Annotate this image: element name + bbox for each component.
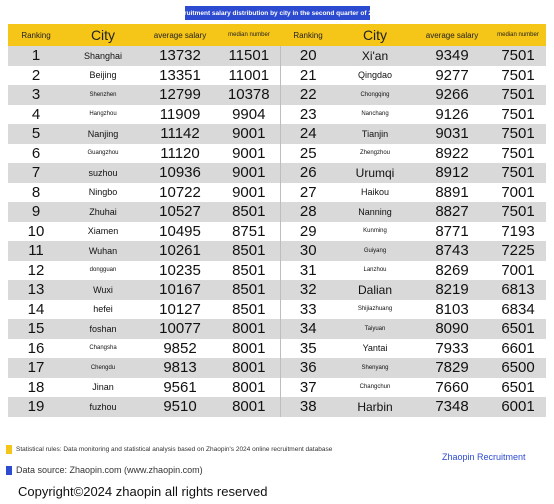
rank-cell: 10	[8, 222, 64, 242]
average-salary-cell: 10077	[142, 319, 218, 339]
rank-cell: 7	[8, 163, 64, 183]
average-salary-cell: 7348	[414, 397, 490, 417]
header-median-number: median number	[490, 24, 546, 46]
median-number-cell: 9904	[218, 105, 280, 125]
city-cell: Shenyang	[336, 358, 414, 378]
average-salary-cell: 10527	[142, 202, 218, 222]
table-row	[8, 124, 546, 144]
median-number-cell: 7501	[490, 124, 546, 144]
table-row	[8, 241, 546, 261]
rank-cell: 12	[8, 261, 64, 281]
rank-cell: 21	[280, 66, 336, 86]
average-salary-cell: 10235	[142, 261, 218, 281]
average-salary-cell: 9852	[142, 339, 218, 359]
average-salary-cell: 7829	[414, 358, 490, 378]
rank-cell: 20	[280, 46, 336, 66]
median-number-cell: 7501	[490, 144, 546, 164]
median-number-cell: 8501	[218, 261, 280, 281]
city-cell: Hangzhou	[64, 105, 142, 125]
city-cell: Haikou	[336, 183, 414, 203]
city-cell: suzhou	[64, 163, 142, 183]
rank-cell: 4	[8, 105, 64, 125]
median-number-cell: 7225	[490, 241, 546, 261]
average-salary-cell: 11142	[142, 124, 218, 144]
rank-cell: 24	[280, 124, 336, 144]
header-ranking: Ranking	[280, 24, 336, 46]
average-salary-cell: 9813	[142, 358, 218, 378]
city-cell: Lanzhou	[336, 261, 414, 281]
median-number-cell: 7501	[490, 46, 546, 66]
median-number-cell: 8001	[218, 358, 280, 378]
average-salary-cell: 10167	[142, 280, 218, 300]
table-row	[8, 319, 546, 339]
city-cell: Changchun	[336, 378, 414, 398]
average-salary-cell: 8891	[414, 183, 490, 203]
rank-cell: 23	[280, 105, 336, 125]
median-number-cell: 8001	[218, 319, 280, 339]
average-salary-cell: 9349	[414, 46, 490, 66]
median-number-cell: 9001	[218, 144, 280, 164]
average-salary-cell: 10261	[142, 241, 218, 261]
city-cell: fuzhou	[64, 397, 142, 417]
header-average-salary: average salary	[142, 24, 218, 46]
average-salary-cell: 8912	[414, 163, 490, 183]
median-number-cell: 7501	[490, 105, 546, 125]
table-row	[8, 144, 546, 164]
city-cell: Zhuhai	[64, 202, 142, 222]
city-cell: Taiyuan	[336, 319, 414, 339]
table-row	[8, 339, 546, 359]
city-cell: Guangzhou	[64, 144, 142, 164]
average-salary-cell: 12799	[142, 85, 218, 105]
median-number-cell: 7501	[490, 202, 546, 222]
average-salary-cell: 8743	[414, 241, 490, 261]
median-number-cell: 6500	[490, 358, 546, 378]
rank-cell: 32	[280, 280, 336, 300]
median-number-cell: 7501	[490, 66, 546, 86]
city-cell: Ningbo	[64, 183, 142, 203]
average-salary-cell: 9266	[414, 85, 490, 105]
rank-cell: 6	[8, 144, 64, 164]
table-row	[8, 105, 546, 125]
average-salary-cell: 11120	[142, 144, 218, 164]
average-salary-cell: 9561	[142, 378, 218, 398]
median-number-cell: 7501	[490, 163, 546, 183]
median-number-cell: 8501	[218, 280, 280, 300]
average-salary-cell: 11909	[142, 105, 218, 125]
city-cell: Tianjin	[336, 124, 414, 144]
yellow-marker-icon	[6, 445, 12, 454]
median-number-cell: 7193	[490, 222, 546, 242]
city-cell: Harbin	[336, 397, 414, 417]
city-cell: Nanchang	[336, 105, 414, 125]
city-cell: Wuxi	[64, 280, 142, 300]
average-salary-cell: 8922	[414, 144, 490, 164]
city-cell: Dalian	[336, 280, 414, 300]
rank-cell: 13	[8, 280, 64, 300]
city-cell: Jinan	[64, 378, 142, 398]
average-salary-cell: 9031	[414, 124, 490, 144]
median-number-cell: 7001	[490, 183, 546, 203]
source-text: Data source: Zhaopin.com (www.zhaopin.com)	[16, 465, 203, 475]
table-row	[8, 222, 546, 242]
median-number-cell: 8001	[218, 397, 280, 417]
average-salary-cell: 8219	[414, 280, 490, 300]
city-cell: Xiamen	[64, 222, 142, 242]
rank-cell: 26	[280, 163, 336, 183]
median-number-cell: 6601	[490, 339, 546, 359]
rank-cell: 38	[280, 397, 336, 417]
median-number-cell: 11001	[218, 66, 280, 86]
table-row	[8, 300, 546, 320]
data-source-note	[6, 465, 203, 475]
table-row	[8, 397, 546, 417]
city-cell: Urumqi	[336, 163, 414, 183]
median-number-cell: 9001	[218, 124, 280, 144]
rank-cell: 36	[280, 358, 336, 378]
city-cell: Kunming	[336, 222, 414, 242]
average-salary-cell: 7660	[414, 378, 490, 398]
median-number-cell: 8001	[218, 339, 280, 359]
footnote-text: Statistical rules: Data monitoring and statistical analysis based on Zhaopin's 2024 online recruitment database	[16, 446, 333, 453]
median-number-cell: 8501	[218, 241, 280, 261]
median-number-cell: 8501	[218, 300, 280, 320]
average-salary-cell: 8090	[414, 319, 490, 339]
table-row	[8, 85, 546, 105]
average-salary-cell: 9126	[414, 105, 490, 125]
city-cell: Shenzhen	[64, 85, 142, 105]
rank-cell: 25	[280, 144, 336, 164]
rank-cell: 15	[8, 319, 64, 339]
rank-cell: 9	[8, 202, 64, 222]
table-row	[8, 66, 546, 86]
average-salary-cell: 8771	[414, 222, 490, 242]
rank-cell: 27	[280, 183, 336, 203]
median-number-cell: 7501	[490, 85, 546, 105]
average-salary-cell: 9510	[142, 397, 218, 417]
median-number-cell: 6813	[490, 280, 546, 300]
city-cell: Yantai	[336, 339, 414, 359]
city-cell: Shijiazhuang	[336, 300, 414, 320]
brand-name: Zhaopin Recruitment	[442, 452, 526, 462]
median-number-cell: 8751	[218, 222, 280, 242]
city-cell: Nanjing	[64, 124, 142, 144]
table-row	[8, 358, 546, 378]
rank-cell: 34	[280, 319, 336, 339]
average-salary-cell: 13732	[142, 46, 218, 66]
salary-table	[8, 24, 546, 417]
median-number-cell: 6001	[490, 397, 546, 417]
rank-cell: 31	[280, 261, 336, 281]
average-salary-cell: 13351	[142, 66, 218, 86]
copyright-text: Copyright©2024 zhaopin all rights reserved	[18, 484, 268, 499]
rank-cell: 33	[280, 300, 336, 320]
average-salary-cell: 10722	[142, 183, 218, 203]
rank-cell: 22	[280, 85, 336, 105]
statistical-rules-note	[6, 445, 332, 454]
city-cell: Shanghai	[64, 46, 142, 66]
header-ranking: Ranking	[8, 24, 64, 46]
table-title: Recruitment salary distribution by city in the second quarter of 2024	[185, 6, 370, 20]
average-salary-cell: 8827	[414, 202, 490, 222]
city-cell: Guiyang	[336, 241, 414, 261]
table-row	[8, 378, 546, 398]
rank-cell: 16	[8, 339, 64, 359]
table-row	[8, 46, 546, 66]
city-cell: hefei	[64, 300, 142, 320]
median-number-cell: 11501	[218, 46, 280, 66]
median-number-cell: 8001	[218, 378, 280, 398]
table-row	[8, 261, 546, 281]
city-cell: Zhengzhou	[336, 144, 414, 164]
city-cell: foshan	[64, 319, 142, 339]
header-median-number: median number	[218, 24, 280, 46]
rank-cell: 1	[8, 46, 64, 66]
blue-marker-icon	[6, 466, 12, 475]
median-number-cell: 6501	[490, 378, 546, 398]
rank-cell: 19	[8, 397, 64, 417]
median-number-cell: 8501	[218, 202, 280, 222]
rank-cell: 11	[8, 241, 64, 261]
median-number-cell: 9001	[218, 163, 280, 183]
median-number-cell: 7001	[490, 261, 546, 281]
rank-cell: 37	[280, 378, 336, 398]
rank-cell: 8	[8, 183, 64, 203]
header-average-salary: average salary	[414, 24, 490, 46]
city-cell: dongguan	[64, 261, 142, 281]
city-cell: Xi'an	[336, 46, 414, 66]
average-salary-cell: 10936	[142, 163, 218, 183]
city-cell: Chengdu	[64, 358, 142, 378]
rank-cell: 18	[8, 378, 64, 398]
average-salary-cell: 10495	[142, 222, 218, 242]
city-cell: Beijing	[64, 66, 142, 86]
city-cell: Changsha	[64, 339, 142, 359]
rank-cell: 35	[280, 339, 336, 359]
average-salary-cell: 9277	[414, 66, 490, 86]
average-salary-cell: 8103	[414, 300, 490, 320]
median-number-cell: 9001	[218, 183, 280, 203]
median-number-cell: 10378	[218, 85, 280, 105]
table-row	[8, 183, 546, 203]
header-row	[8, 24, 546, 46]
rank-cell: 2	[8, 66, 64, 86]
city-cell: Nanning	[336, 202, 414, 222]
city-cell: Wuhan	[64, 241, 142, 261]
average-salary-cell: 10127	[142, 300, 218, 320]
rank-cell: 14	[8, 300, 64, 320]
header-city: City	[64, 24, 142, 46]
table-row	[8, 202, 546, 222]
rank-cell: 17	[8, 358, 64, 378]
median-number-cell: 6501	[490, 319, 546, 339]
rank-cell: 30	[280, 241, 336, 261]
header-city: City	[336, 24, 414, 46]
rank-cell: 29	[280, 222, 336, 242]
average-salary-cell: 8269	[414, 261, 490, 281]
table-row	[8, 163, 546, 183]
rank-cell: 5	[8, 124, 64, 144]
table-row	[8, 280, 546, 300]
rank-cell: 3	[8, 85, 64, 105]
city-cell: Chongqing	[336, 85, 414, 105]
median-number-cell: 6834	[490, 300, 546, 320]
city-cell: Qingdao	[336, 66, 414, 86]
rank-cell: 28	[280, 202, 336, 222]
average-salary-cell: 7933	[414, 339, 490, 359]
